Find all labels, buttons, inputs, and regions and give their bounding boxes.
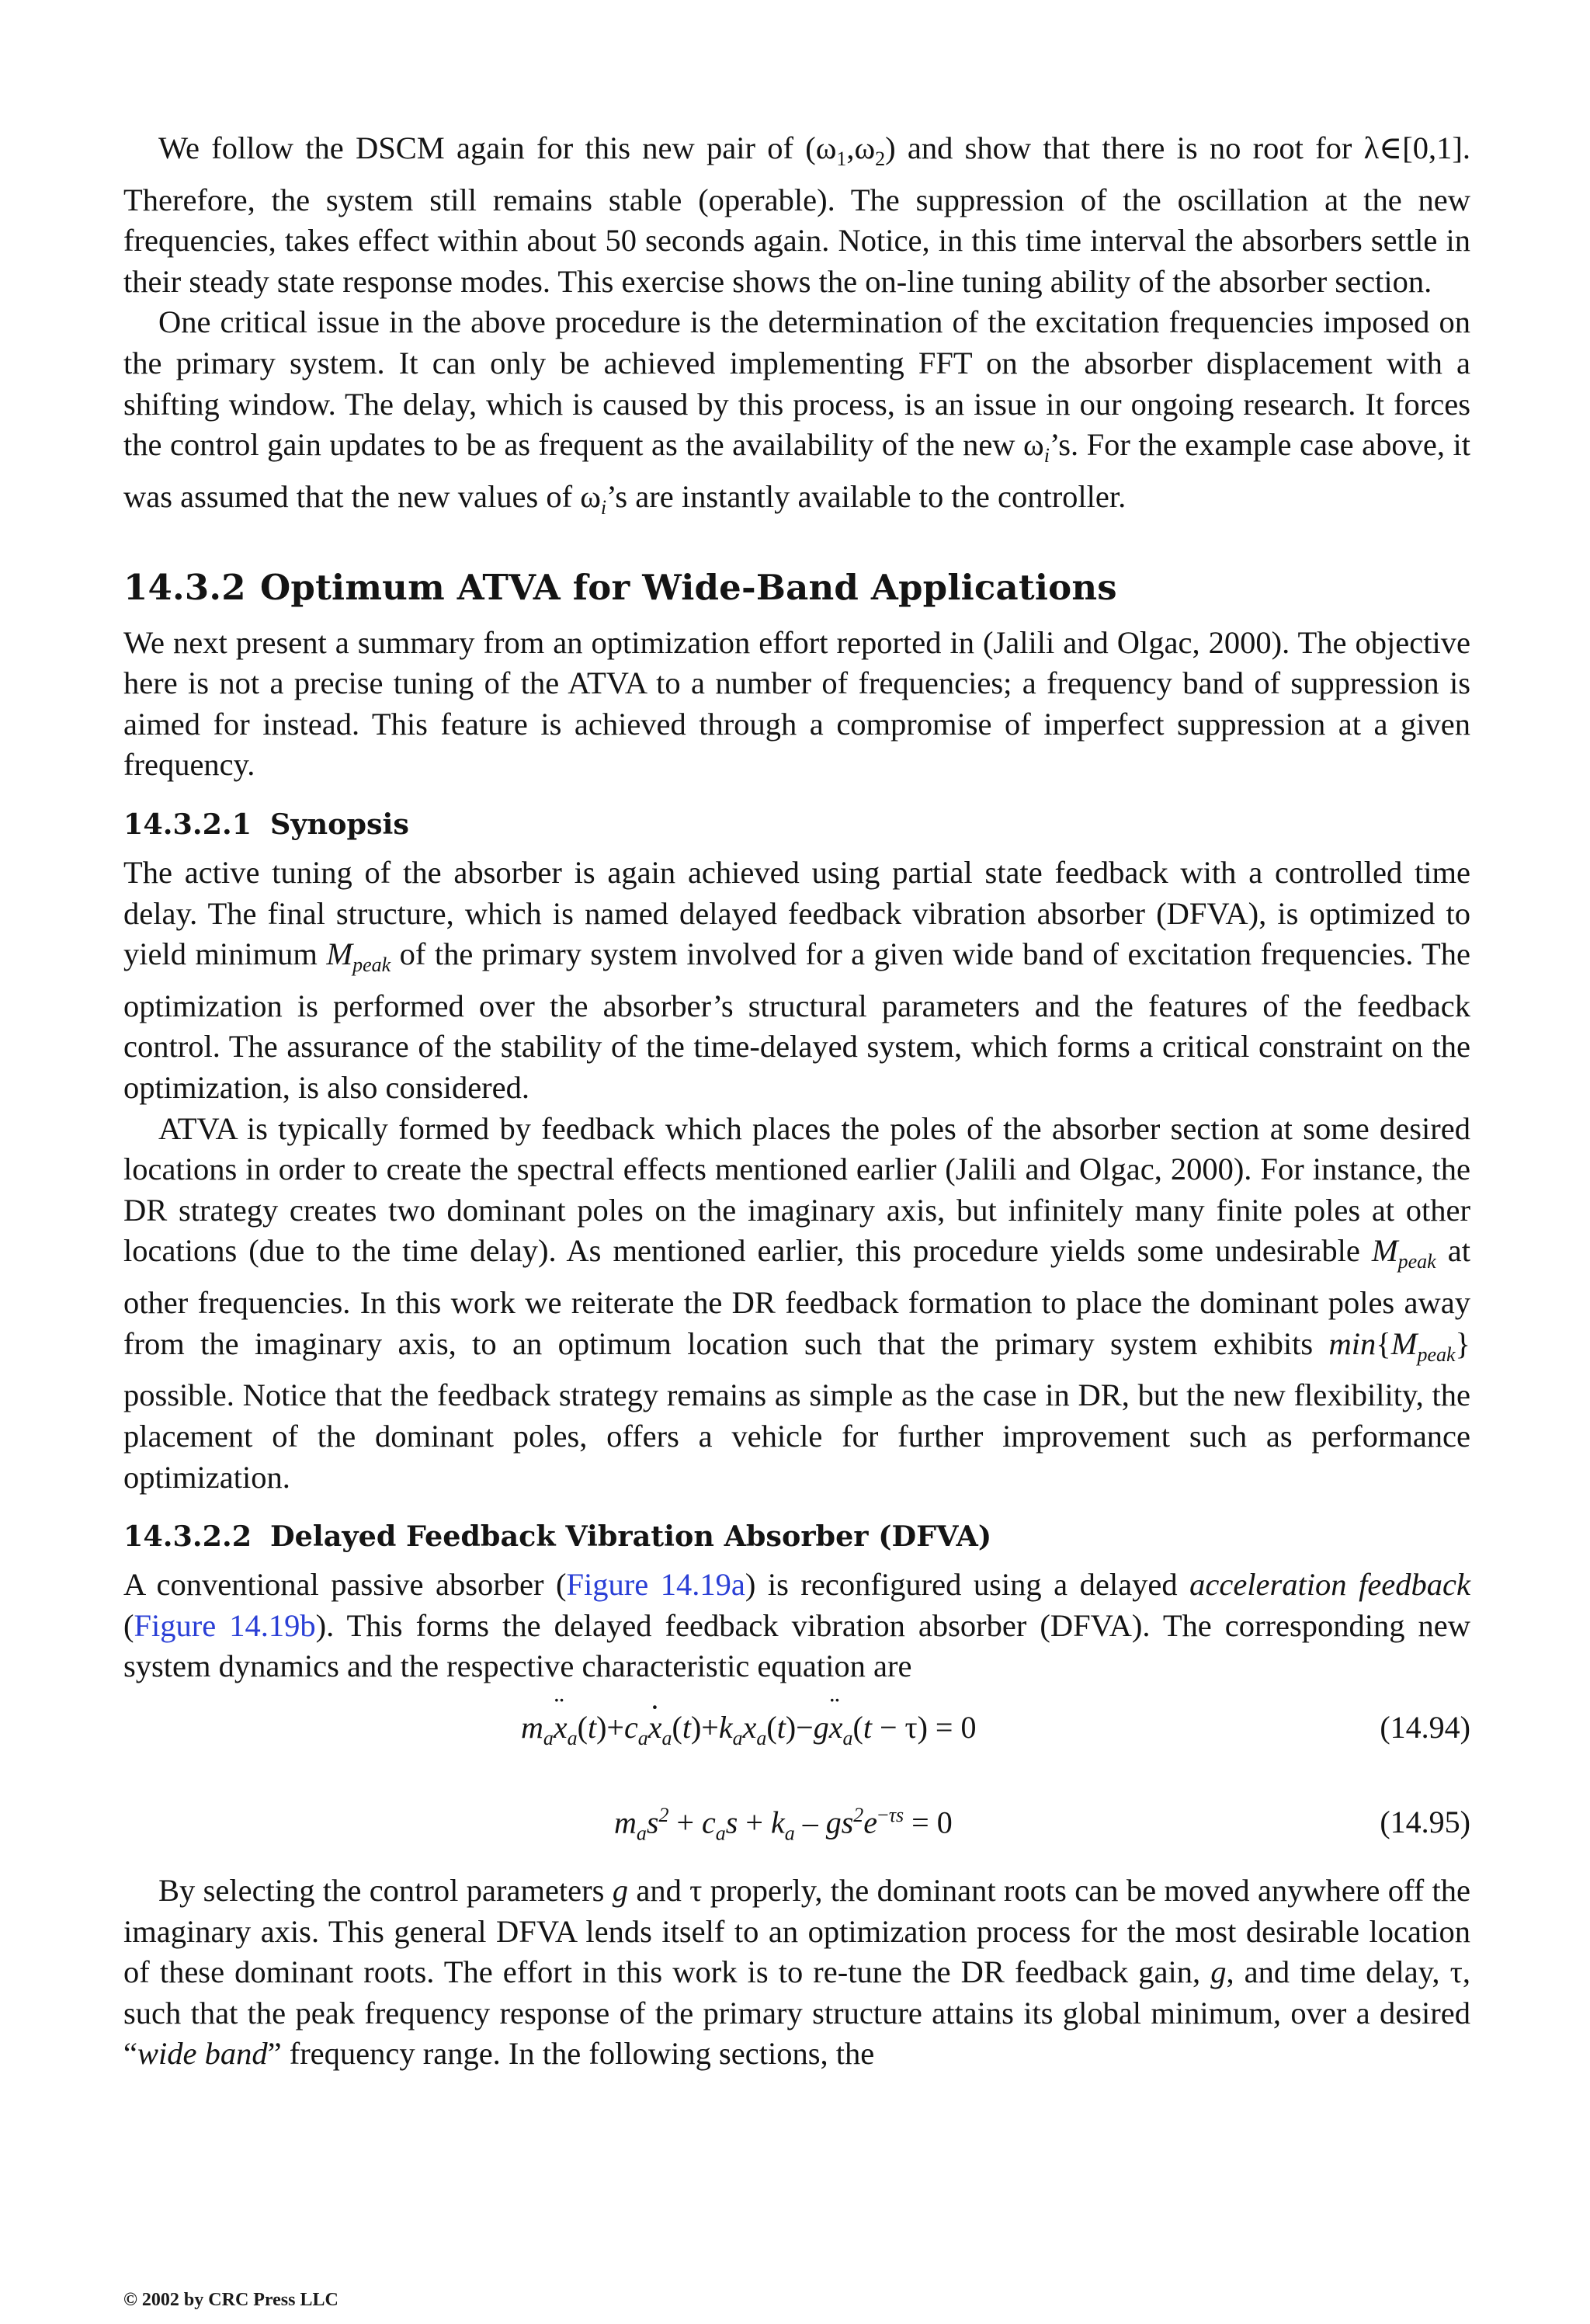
paragraph-control-parameters: By selecting the control parameters g and τ properly, the dominant roots can be moved anywhere off the imaginary axis. This general DFVA lends itself to an optimization process for the most desirable location of these dominant roots. The effort in this work is to re-tune the DR feedback gain, g, and time delay, τ, such that the peak frequency response of the primary structure attains its global minimum, over a desired “wide band” frequency range. In the following sections, the (123, 1872, 1471, 2072)
figure-link-14-19a[interactable]: Figure 14.19a (566, 1567, 745, 1603)
text-run: ) is reconfigured using a delayed (745, 1567, 1190, 1603)
text-run: ( (123, 1607, 134, 1643)
paragraph-conventional-absorber (123, 1565, 1470, 1687)
paragraph-critical-issue: One critical issue in the above procedure is the determination of the excitation frequencies imposed on the primary system. It can only be achieved implementing FFT on the absorber displacement with a shifting window. The delay, which is caused by this process, is an issue in our ongoing research. It forces the control gain updates to be as frequent as the availability of the new $\omega_i’s$. For the example case above, it was assumed that the new values of $\omega_i’s$ are instantly available to the controller. (123, 304, 1470, 519)
paragraph-summary: We next present a summary from an optimization effort reported in (Jalili and Olgac, 2000). The objective here is not a precise tuning of the ATVA to a number of frequencies; a frequency band of suppression is aimed for instead. This feature is achieved through a compromise of imperfect suppression at a given frequency. (123, 624, 1470, 783)
subsection-number: 14.3.2.1 (123, 808, 252, 841)
paragraph-active-tuning: The active tuning of the absorber is again achieved using partial state feedback with a controlled time delay. The final structure, which is named delayed feedback vibration absorber (DFVA), is optimized to yield minimum $M_{peak}$ of the primary system involved for a given wide band of excitation frequencies. The optimization is performed over the absorber’s structural parameters and the features of the feedback control. The assurance of the stability of the time-delayed system, which forms a critical constraint on the optimization, is also considered. (123, 855, 1471, 1106)
section-number: 14.3.2 (123, 566, 246, 608)
equation-number: (14.95) (1380, 1804, 1470, 1839)
subsection-heading-dfva (123, 1516, 1470, 1557)
paragraph-atva: ATVA is typically formed by feedback which places the poles of the absorber section at some desired locations in order to create the spectral effects mentioned earlier (Jalili and Olgac, 2000). For instance, the DR strategy creates two dominant poles on the imaginary axis, but infinitely many finite poles at other locations (due to the time delay). As mentioned earlier, this procedure yields some undesirable $M_{peak}$ at other frequencies. In this work we reiterate the DR feedback formation to place the dominant poles away from the imaginary axis, to an optimum location such that the primary system exhibits $\min\{M_{peak}\}$ possible. Notice that the feedback strategy remains as simple as the case in DR, but the new flexibility, the placement of the dominant poles, offers a vehicle for further improvement such as performance optimization. (123, 1110, 1470, 1495)
text-run: ). This forms the delayed feedback vibration absorber (DFVA). The corresponding new system dynamics and the respective characteristic equation are (123, 1607, 1470, 1684)
equation-expression: $m_as^2 + c_as + k_a - gs^2e^{-\tau s} = 0$ (614, 1803, 953, 1845)
subsection-number: 14.3.2.2 (123, 1520, 252, 1554)
copyright-footer: © 2002 by CRC Press LLC (123, 2290, 338, 2310)
equation-expression: $m_ax$ $¨_a(t)+c_ax \cdot_a(t)+k_ax_a(t)-gx$ $¨_a(t - \tau) = 0$ (521, 1709, 976, 1750)
subsection-heading-synopsis (123, 804, 1470, 845)
section-title: Optimum ATVA for Wide-Band Applications (260, 566, 1117, 608)
section-heading (123, 566, 1470, 610)
equation-14-94 (123, 1687, 1470, 1785)
equation-number: (14.94) (1380, 1709, 1470, 1745)
page-body (123, 128, 1470, 2075)
equation-14-95 (123, 1785, 1470, 1871)
emphasis-text: acceleration feedback (1189, 1567, 1470, 1603)
figure-link-14-19b[interactable]: Figure 14.19b (134, 1607, 316, 1643)
subsection-title: Synopsis (270, 808, 409, 841)
text-run: A conventional passive absorber ( (123, 1567, 567, 1603)
subsection-title: Delayed Feedback Vibration Absorber (DFVA) (270, 1520, 992, 1554)
paragraph-dscm: We follow the DSCM again for this new pair of $(\omega_1,\omega_2)$ and show that there is no root for λ∈[0,1]. Therefore, the system still remains stable (operable). The suppression of the oscillation at the new frequencies, takes effect within about 50 seconds again. Notice, in this time interval the absorbers settle in their steady state response modes. This exercise shows the on-line tuning ability of the absorber section. (123, 130, 1470, 299)
